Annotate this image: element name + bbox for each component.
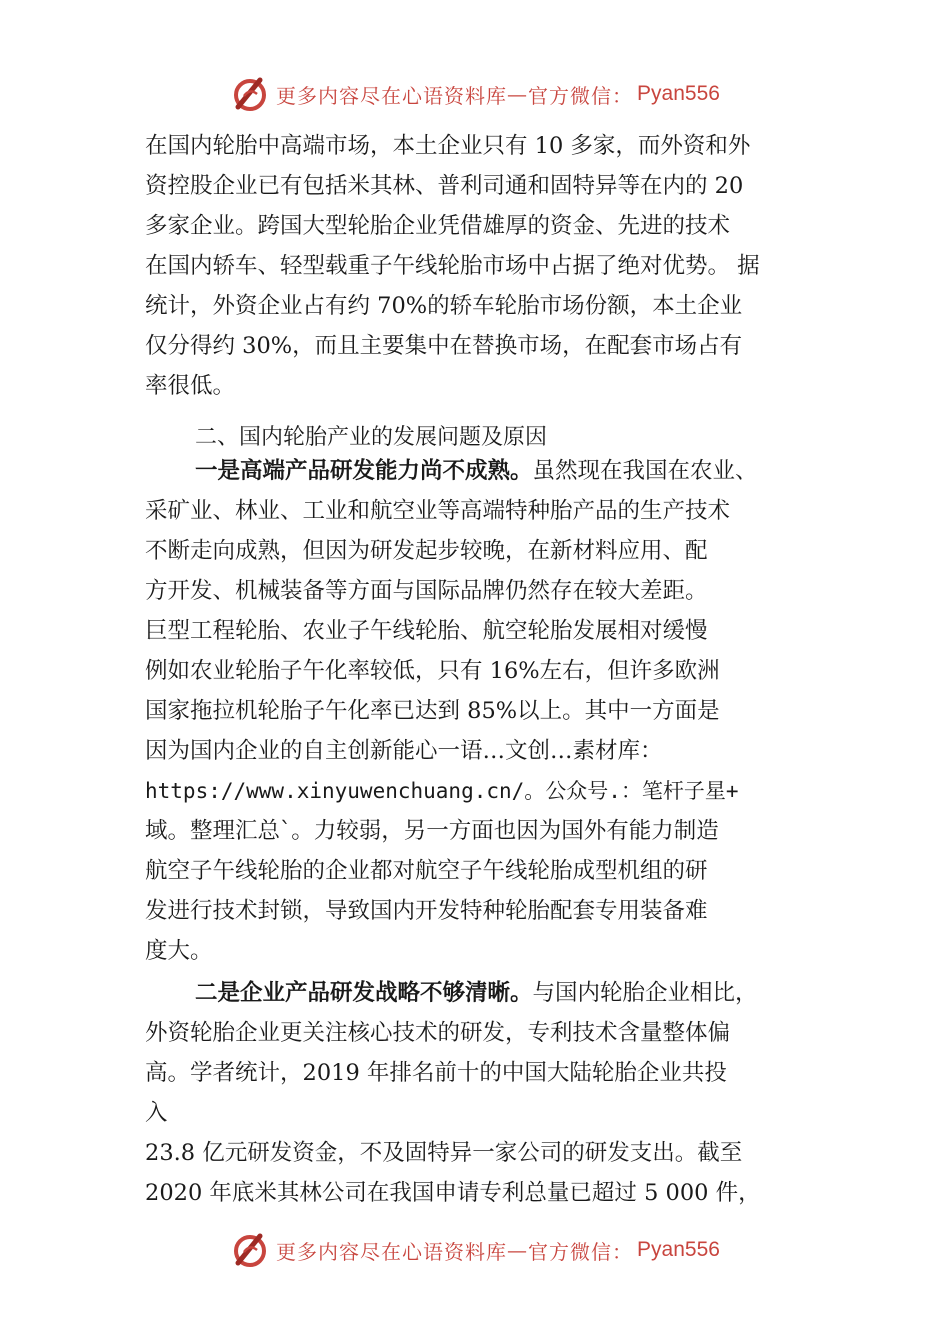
text-line: 发进行技术封锁，导致国内开发特种轮胎配套专用装备难 xyxy=(145,898,708,924)
text-line: 域。整理汇总`。力较弱，另一方面也因为国外有能力制造 xyxy=(145,818,719,844)
text-line: 国家拖拉机轮胎子午化率已达到 85%以上。其中一方面是 xyxy=(145,698,720,724)
banner-main-text: 更多内容尽在心语资料库 xyxy=(276,1239,508,1264)
banner-wechat-id: Pyan556 xyxy=(637,82,720,105)
text-line: 采矿业、林业、工业和航空业等高端特种胎产品的生产技术 xyxy=(145,498,731,524)
banner-wechat-label: 官方微信： xyxy=(528,1239,634,1264)
text-line: 率很低。 xyxy=(145,373,236,399)
lead-sentence: 二是企业产品研发战略不够清晰。 xyxy=(195,980,533,1006)
text-line: 巨型工程轮胎、农业子午线轮胎、航空轮胎发展相对缓慢 xyxy=(145,618,708,644)
lead-continuation: 虽然现在我国在农业、 xyxy=(532,458,758,484)
text-line: 例如农业轮胎子午化率较低，只有 16%左右，但许多欧洲 xyxy=(145,658,720,684)
banner-main-text: 更多内容尽在心语资料库 xyxy=(276,83,508,108)
text-line: 2020 年底米其林公司在我国申请专利总量已超过 5 000 件， xyxy=(145,1180,761,1206)
banner-dash: — xyxy=(507,82,529,106)
text-line: 多家企业。跨国大型轮胎企业凭借雄厚的资金、先进的技术 xyxy=(145,213,731,239)
paragraph-rd-strategy xyxy=(145,973,835,1213)
paragraph-market-share xyxy=(145,126,835,406)
text-line: 资控股企业已有包括米其林、普利司通和固特异等在内的 20 xyxy=(145,173,744,199)
lead-continuation: 与国内轮胎企业相比， xyxy=(532,980,758,1006)
banner-wechat-id: Pyan556 xyxy=(637,1238,720,1261)
text-line: 不断走向成熟，但因为研发起步较晚，在新材料应用、配 xyxy=(145,538,708,564)
text-line: 航空子午线轮胎的企业都对航空子午线轮胎成型机组的研 xyxy=(145,858,708,884)
text-line: 度大。 xyxy=(145,938,213,964)
text-line xyxy=(145,451,835,491)
header-watermark-banner xyxy=(0,72,950,116)
text-line: 在国内轿车、轻型载重子午线轮胎市场中占据了绝对优势。 据 xyxy=(145,253,760,279)
text-line: 在国内轮胎中高端市场，本土企业只有 10 多家，而外资和外 xyxy=(145,133,751,159)
section-heading-text: 二、国内轮胎产业的发展问题及原因 xyxy=(195,425,548,450)
brush-seal-logo-icon xyxy=(230,1230,270,1270)
text-line: 因为国内企业的自主创新能心一语…文创…素材库： xyxy=(145,738,663,764)
brush-seal-logo-icon xyxy=(230,74,270,114)
text-line: 统计，外资企业占有约 70%的轿车轮胎市场份额，本土企业 xyxy=(145,293,743,319)
text-line: 仅分得约 30%，而且主要集中在替换市场，在配套市场占有 xyxy=(145,333,743,359)
lead-sentence: 一是高端产品研发能力尚不成熟。 xyxy=(195,458,533,484)
text-line: 入 xyxy=(145,1100,168,1126)
paragraph-rd-capability xyxy=(145,451,835,971)
banner-dash: — xyxy=(507,1238,529,1262)
text-line: 外资轮胎企业更关注核心技术的研发，专利技术含量整体偏 xyxy=(145,1020,731,1046)
text-line: https://www.xinyuwenchuang.cn/。公众号.：笔杆子星+ xyxy=(145,779,739,803)
text-line: 23.8 亿元研发资金，不及固特异一家公司的研发支出。截至 xyxy=(145,1140,743,1166)
banner-wechat-label: 官方微信： xyxy=(528,83,634,108)
text-line: 高。学者统计，2019 年排名前十的中国大陆轮胎企业共投 xyxy=(145,1060,727,1086)
text-line xyxy=(145,973,835,1013)
text-line: 方开发、机械装备等方面与国际品牌仍然存在较大差距。 xyxy=(145,578,708,604)
footer-watermark-banner xyxy=(0,1228,950,1272)
